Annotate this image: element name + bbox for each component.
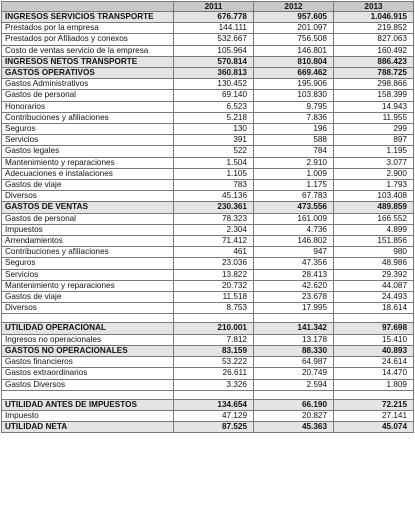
- value-cell-2013: 103.408: [334, 191, 414, 202]
- value-cell-2011: 3.326: [174, 379, 254, 390]
- spacer-cell: [334, 390, 414, 399]
- table-row: [2, 269, 414, 280]
- row-label: Adecuaciones e instalaciones: [2, 168, 174, 179]
- spacer-cell: [174, 314, 254, 323]
- value-cell-2012: 196: [254, 124, 334, 135]
- value-cell-2011: 7.812: [174, 334, 254, 345]
- value-cell-2011: 1.504: [174, 157, 254, 168]
- value-cell-2011: 11.518: [174, 292, 254, 303]
- value-cell-2011: 461: [174, 247, 254, 258]
- row-label: Contribuciones y afiliaciones: [2, 112, 174, 123]
- value-cell-2011: 360.813: [174, 68, 254, 79]
- value-cell-2011: 210.001: [174, 323, 254, 334]
- value-cell-2011: 130.452: [174, 79, 254, 90]
- year-header: 2012: [254, 2, 334, 12]
- value-cell-2011: 532.667: [174, 34, 254, 45]
- value-cell-2011: 570.814: [174, 56, 254, 67]
- value-cell-2012: 2.594: [254, 379, 334, 390]
- row-label: Ingresos no operacionales: [2, 334, 174, 345]
- value-cell-2012: 2.910: [254, 157, 334, 168]
- value-cell-2012: 195.906: [254, 79, 334, 90]
- table-row: [2, 410, 414, 421]
- value-cell-2012: 17.995: [254, 303, 334, 314]
- year-header: 2013: [334, 2, 414, 12]
- year-header: 2011: [174, 2, 254, 12]
- table-row: [2, 90, 414, 101]
- table-row: [2, 135, 414, 146]
- value-cell-2012: 23.678: [254, 292, 334, 303]
- row-label: Prestados por Afiliados y conexos: [2, 34, 174, 45]
- table-row: [2, 79, 414, 90]
- value-cell-2013: 2.900: [334, 168, 414, 179]
- value-cell-2011: 1.105: [174, 168, 254, 179]
- value-cell-2013: 980: [334, 247, 414, 258]
- row-label: GASTOS NO OPERACIONALES: [2, 345, 174, 356]
- row-label: Prestados por la empresa: [2, 23, 174, 34]
- table-row: [2, 157, 414, 168]
- section-total-row: [2, 56, 414, 67]
- value-cell-2012: 161.009: [254, 213, 334, 224]
- value-cell-2013: 15.410: [334, 334, 414, 345]
- value-cell-2012: 473.556: [254, 202, 334, 213]
- row-label: Gastos de viaje: [2, 292, 174, 303]
- row-label: Servicios: [2, 135, 174, 146]
- value-cell-2013: 298.866: [334, 79, 414, 90]
- value-cell-2011: 676.778: [174, 12, 254, 23]
- value-cell-2012: 201.097: [254, 23, 334, 34]
- value-cell-2013: 827.063: [334, 34, 414, 45]
- section-total-row: [2, 345, 414, 356]
- row-label: Gastos de viaje: [2, 180, 174, 191]
- spacer-cell: [334, 314, 414, 323]
- value-cell-2012: 588: [254, 135, 334, 146]
- value-cell-2011: 87.525: [174, 422, 254, 433]
- section-total-row: [2, 323, 414, 334]
- row-label: Diversos: [2, 191, 174, 202]
- value-cell-2011: 53.222: [174, 357, 254, 368]
- value-cell-2013: 14.943: [334, 101, 414, 112]
- section-total-row: [2, 422, 414, 433]
- row-label: Arrendamientos: [2, 236, 174, 247]
- row-label: Contribuciones y afiliaciones: [2, 247, 174, 258]
- value-cell-2013: 886.423: [334, 56, 414, 67]
- value-cell-2011: 230.361: [174, 202, 254, 213]
- table-row: [2, 280, 414, 291]
- section-total-row: [2, 202, 414, 213]
- table-row: [2, 236, 414, 247]
- row-label: Impuestos: [2, 224, 174, 235]
- table-row: [2, 168, 414, 179]
- value-cell-2013: 11.955: [334, 112, 414, 123]
- row-label: Gastos de personal: [2, 213, 174, 224]
- row-label: Honorarios: [2, 101, 174, 112]
- value-cell-2011: 391: [174, 135, 254, 146]
- value-cell-2011: 134.654: [174, 399, 254, 410]
- value-cell-2012: 146.802: [254, 236, 334, 247]
- value-cell-2011: 130: [174, 124, 254, 135]
- value-cell-2012: 7.836: [254, 112, 334, 123]
- value-cell-2012: 1.175: [254, 180, 334, 191]
- value-cell-2013: 29.392: [334, 269, 414, 280]
- value-cell-2012: 9.795: [254, 101, 334, 112]
- value-cell-2012: 47.356: [254, 258, 334, 269]
- value-cell-2012: 42.620: [254, 280, 334, 291]
- value-cell-2012: 669.462: [254, 68, 334, 79]
- section-total-row: [2, 399, 414, 410]
- header-row: [2, 2, 414, 12]
- table-row: [2, 146, 414, 157]
- value-cell-2011: 8.753: [174, 303, 254, 314]
- financial-statement-table: [1, 1, 414, 433]
- value-cell-2011: 45.136: [174, 191, 254, 202]
- value-cell-2012: 66.190: [254, 399, 334, 410]
- value-cell-2011: 69.140: [174, 90, 254, 101]
- value-cell-2013: 45.074: [334, 422, 414, 433]
- table-row: [2, 180, 414, 191]
- table-row: [2, 224, 414, 235]
- table-row: [2, 258, 414, 269]
- value-cell-2013: 97.698: [334, 323, 414, 334]
- row-label: GASTOS OPERATIVOS: [2, 68, 174, 79]
- value-cell-2011: 783: [174, 180, 254, 191]
- row-label: Costo de ventas servicio de la empresa: [2, 45, 174, 56]
- value-cell-2012: 947: [254, 247, 334, 258]
- table-row: [2, 379, 414, 390]
- row-label: Gastos legales: [2, 146, 174, 157]
- table-row: [2, 101, 414, 112]
- value-cell-2013: 48.986: [334, 258, 414, 269]
- value-cell-2012: 64.987: [254, 357, 334, 368]
- row-label: Gastos Administrativos: [2, 79, 174, 90]
- value-cell-2012: 4.736: [254, 224, 334, 235]
- row-label: Gastos de personal: [2, 90, 174, 101]
- value-cell-2011: 23.036: [174, 258, 254, 269]
- value-cell-2012: 146.801: [254, 45, 334, 56]
- value-cell-2012: 20.827: [254, 410, 334, 421]
- value-cell-2013: 14.470: [334, 368, 414, 379]
- spacer-cell: [174, 390, 254, 399]
- value-cell-2013: 219.852: [334, 23, 414, 34]
- value-cell-2011: 78.323: [174, 213, 254, 224]
- row-label: Gastos Diversos: [2, 379, 174, 390]
- table-row: [2, 34, 414, 45]
- value-cell-2012: 141.342: [254, 323, 334, 334]
- value-cell-2013: 1.195: [334, 146, 414, 157]
- value-cell-2013: 788.725: [334, 68, 414, 79]
- value-cell-2013: 160.492: [334, 45, 414, 56]
- value-cell-2013: 158.399: [334, 90, 414, 101]
- value-cell-2013: 1.046.915: [334, 12, 414, 23]
- row-label: INGRESOS NETOS TRANSPORTE: [2, 56, 174, 67]
- value-cell-2013: 1.809: [334, 379, 414, 390]
- row-label: UTILIDAD ANTES DE IMPUESTOS: [2, 399, 174, 410]
- value-cell-2013: 897: [334, 135, 414, 146]
- row-label: Gastos extraordinarios: [2, 368, 174, 379]
- row-label: Servicios: [2, 269, 174, 280]
- value-cell-2012: 67.783: [254, 191, 334, 202]
- value-cell-2011: 83.159: [174, 345, 254, 356]
- section-total-row: [2, 12, 414, 23]
- value-cell-2011: 20.732: [174, 280, 254, 291]
- table-row: [2, 303, 414, 314]
- table-row: [2, 334, 414, 345]
- value-cell-2011: 6.523: [174, 101, 254, 112]
- table-row: [2, 23, 414, 34]
- spacer-cell: [2, 390, 174, 399]
- value-cell-2013: 24.614: [334, 357, 414, 368]
- value-cell-2012: 88.330: [254, 345, 334, 356]
- spacer-cell: [254, 390, 334, 399]
- value-cell-2013: 166.552: [334, 213, 414, 224]
- row-label: UTILIDAD OPERACIONAL: [2, 323, 174, 334]
- value-cell-2012: 1.009: [254, 168, 334, 179]
- value-cell-2011: 47.129: [174, 410, 254, 421]
- header-label-cell: [2, 2, 174, 12]
- table-body: [2, 12, 414, 433]
- table-row: [2, 112, 414, 123]
- spacer-cell: [254, 314, 334, 323]
- value-cell-2013: 27.141: [334, 410, 414, 421]
- value-cell-2012: 784: [254, 146, 334, 157]
- value-cell-2012: 13.178: [254, 334, 334, 345]
- value-cell-2013: 151.856: [334, 236, 414, 247]
- spacer-row: [2, 390, 414, 399]
- row-label: GASTOS DE VENTAS: [2, 202, 174, 213]
- value-cell-2013: 3.077: [334, 157, 414, 168]
- row-label: UTILIDAD NETA: [2, 422, 174, 433]
- value-cell-2013: 299: [334, 124, 414, 135]
- value-cell-2013: 44.087: [334, 280, 414, 291]
- value-cell-2012: 756.508: [254, 34, 334, 45]
- value-cell-2011: 522: [174, 146, 254, 157]
- value-cell-2012: 957.605: [254, 12, 334, 23]
- row-label: Seguros: [2, 124, 174, 135]
- value-cell-2011: 2.304: [174, 224, 254, 235]
- table-row: [2, 368, 414, 379]
- row-label: Seguros: [2, 258, 174, 269]
- table-row: [2, 213, 414, 224]
- row-label: Impuesto: [2, 410, 174, 421]
- value-cell-2011: 13.822: [174, 269, 254, 280]
- value-cell-2013: 489.859: [334, 202, 414, 213]
- table-row: [2, 292, 414, 303]
- value-cell-2012: 810.804: [254, 56, 334, 67]
- table-row: [2, 357, 414, 368]
- value-cell-2011: 26.611: [174, 368, 254, 379]
- row-label: INGRESOS SERVICIOS TRANSPORTE: [2, 12, 174, 23]
- row-label: Mantenimiento y reparaciones: [2, 280, 174, 291]
- value-cell-2011: 144.111: [174, 23, 254, 34]
- value-cell-2013: 1.793: [334, 180, 414, 191]
- value-cell-2011: 105.964: [174, 45, 254, 56]
- value-cell-2013: 40.893: [334, 345, 414, 356]
- value-cell-2012: 20.749: [254, 368, 334, 379]
- value-cell-2013: 72.215: [334, 399, 414, 410]
- row-label: Gastos financieros: [2, 357, 174, 368]
- value-cell-2011: 71.412: [174, 236, 254, 247]
- value-cell-2013: 18.614: [334, 303, 414, 314]
- section-total-row: [2, 68, 414, 79]
- row-label: Diversos: [2, 303, 174, 314]
- table-row: [2, 124, 414, 135]
- value-cell-2012: 103.830: [254, 90, 334, 101]
- table-row: [2, 191, 414, 202]
- value-cell-2013: 4.899: [334, 224, 414, 235]
- value-cell-2012: 28.413: [254, 269, 334, 280]
- value-cell-2012: 45.363: [254, 422, 334, 433]
- spacer-cell: [2, 314, 174, 323]
- row-label: Mantenimiento y reparaciones: [2, 157, 174, 168]
- table-row: [2, 45, 414, 56]
- value-cell-2011: 5.218: [174, 112, 254, 123]
- spacer-row: [2, 314, 414, 323]
- table-row: [2, 247, 414, 258]
- value-cell-2013: 24.493: [334, 292, 414, 303]
